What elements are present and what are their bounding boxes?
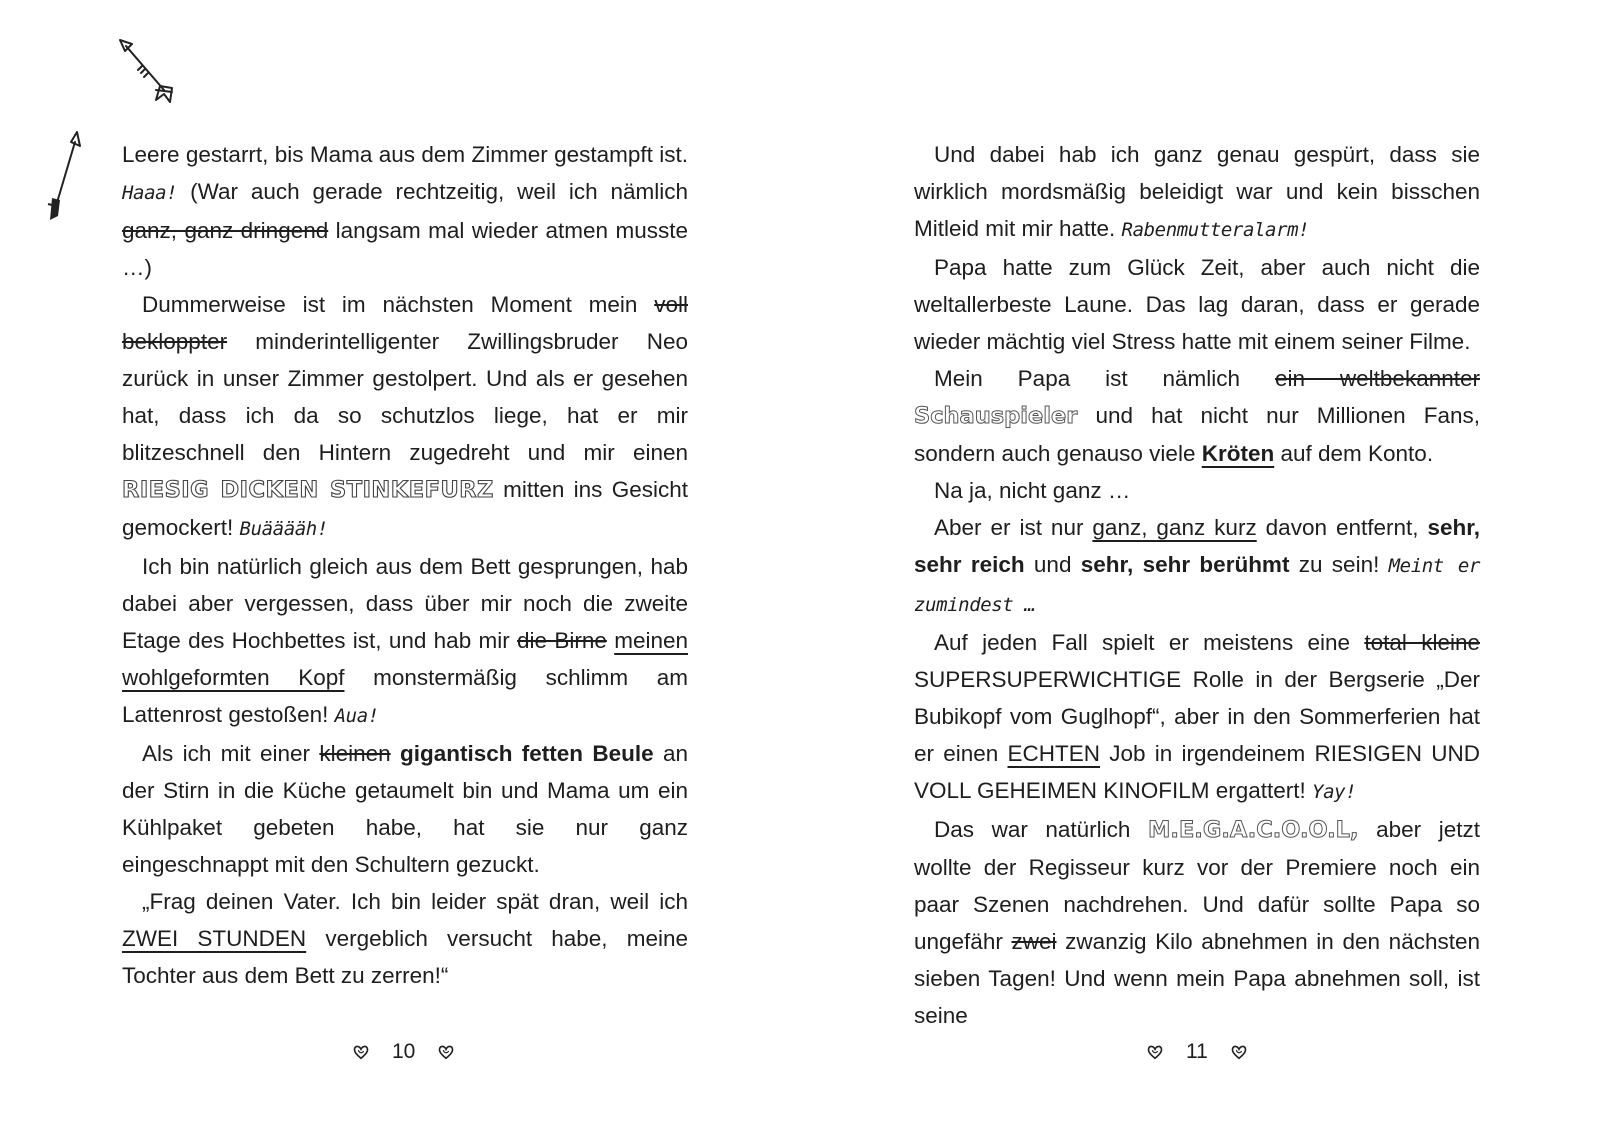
- text-run: Auf jeden Fall spielt er meistens eine: [934, 630, 1365, 655]
- text-run: mitten ins Gesicht gemockert!: [122, 477, 688, 540]
- right-page: [914, 136, 1480, 1034]
- bold-text: sehr, sehr reich: [914, 515, 1481, 577]
- page-number-right: 11: [1186, 1040, 1208, 1063]
- paragraph: [914, 811, 1480, 1034]
- page-footer-right: [1146, 1040, 1248, 1064]
- paragraph: [914, 360, 1480, 472]
- outlined-text: M.E.G.A.C.O.O.L,: [1148, 817, 1359, 843]
- text-run: zu sein!: [1289, 552, 1389, 577]
- struck-text: ein weltbekannter: [1274, 366, 1480, 391]
- struck-text: die Birne: [517, 628, 607, 653]
- paragraph: [914, 624, 1480, 811]
- text-run: davon entfernt,: [1256, 515, 1428, 540]
- text-run: vergeblich versucht habe, meine Tochter aus dem Bett zu zerren!“: [122, 926, 689, 988]
- struck-text: zwei: [1011, 929, 1057, 954]
- struck-text: voll bekloppter: [122, 292, 688, 354]
- text-run: (War auch gerade rechtzeitig, weil ich nämlich: [177, 179, 688, 204]
- text-run: „Frag deinen Vater. Ich bin leider spät dran, weil ich: [142, 889, 688, 914]
- outlined-text: RIESIG DICKEN STINKEFURZ: [122, 477, 494, 503]
- page-number-left: 10: [392, 1040, 416, 1063]
- handwritten-note: Yay!: [1312, 781, 1357, 803]
- text-run: minderintelligenter Zwillingsbruder Neo zurück in unser Zimmer gestolpert. Und als er gesehen hat, dass ich da so schutzlos liege, hat er mir blitzeschnell den Hintern zugedreht und mir einen: [122, 329, 688, 465]
- handwritten-note: Haaa!: [122, 182, 178, 204]
- left-page: [122, 136, 688, 994]
- struck-text: total kleine: [1364, 630, 1480, 655]
- text-run: Papa hatte zum Glück Zeit, aber auch nicht die weltallerbeste Laune. Das lag daran, dass er gerade wieder mächtig viel Stress hatte mit einem seiner Filme.: [914, 255, 1480, 354]
- text-run: Ich bin natürlich gleich aus dem Bett gesprungen, hab dabei aber vergessen, dass über mir noch die zweite Etage des Hochbettes ist, und hab mir: [122, 554, 688, 653]
- underlined-text: ganz, ganz kurz: [1092, 515, 1257, 540]
- text-run: an der Stirn in die Küche getaumelt bin und Mama um ein Kühlpaket gebeten habe, hat sie nur ganz eingeschnappt mit den Schultern gezuckt.: [122, 741, 688, 877]
- paragraph: [122, 136, 688, 286]
- text-run: SUPERSUPERWICHTIGE Rolle in der Bergserie „Der Bubikopf vom Guglhopf“, aber in den Sommerferien hat er einen: [914, 667, 1480, 766]
- text-run: und: [1024, 552, 1081, 577]
- page-footer-left: [352, 1040, 455, 1064]
- bold-underlined-text: Kröten: [1201, 441, 1275, 466]
- bold-text: gigantisch fetten Beule: [399, 741, 654, 766]
- struck-text: kleinen: [319, 741, 391, 766]
- heart-icon: [1146, 1043, 1164, 1061]
- arrow-top-icon: [112, 34, 178, 106]
- text-run: aber jetzt wollte der Regisseur kurz vor der Premiere noch ein paar Szenen nachdrehen. Und dafür sollte Papa so ungefähr: [914, 817, 1480, 954]
- text-run: langsam mal wieder atmen musste …): [122, 218, 688, 280]
- paragraph: [914, 472, 1480, 509]
- paragraph: [122, 883, 688, 994]
- paragraph: [914, 249, 1480, 360]
- handwritten-note: Meint er zumindest …: [914, 555, 1481, 616]
- text-run: Dummerweise ist im nächsten Moment mein: [142, 292, 655, 317]
- text-run: zwanzig Kilo abnehmen in den nächsten sieben Tagen! Und wenn mein Papa abnehmen soll, ist seine: [914, 929, 1481, 1028]
- struck-text: ganz, ganz dringend: [122, 218, 329, 243]
- underlined-text: meinen wohlgeformten Kopf: [122, 628, 688, 690]
- underlined-text: ECHTEN: [1007, 741, 1101, 766]
- text-run: Na ja, nicht ganz …: [934, 478, 1131, 503]
- handwritten-note: Aua!: [334, 705, 379, 727]
- text-run: Mein Papa ist nämlich: [934, 366, 1275, 391]
- text-run: Job in irgendeinem RIESIGEN UND VOLL GEHEIMEN KINOFILM ergattert!: [914, 741, 1480, 803]
- paragraph: [122, 548, 688, 735]
- bold-text: sehr, sehr berühmt: [1080, 552, 1290, 577]
- paragraph: [122, 286, 688, 548]
- text-run: [391, 741, 400, 766]
- text-run: Als ich mit einer: [142, 741, 320, 766]
- handwritten-note: Rabenmutteralarm!: [1121, 219, 1310, 241]
- paragraph: [914, 136, 1480, 249]
- text-run: Und dabei hab ich ganz genau gespürt, dass sie wirklich mordsmäßig beleidigt war und kein bisschen Mitleid mit mir hatte.: [914, 142, 1480, 241]
- heart-icon: [437, 1043, 455, 1061]
- paragraph: [914, 509, 1480, 624]
- arrow-side-icon: [44, 128, 88, 224]
- heart-icon: [1230, 1043, 1248, 1061]
- text-run: monstermäßig schlimm am Lattenrost gestoßen!: [122, 665, 688, 727]
- outlined-text: Schauspieler: [914, 403, 1078, 429]
- underlined-text: ZWEI STUNDEN: [122, 926, 307, 951]
- heart-icon: [352, 1043, 370, 1061]
- text-run: Aber er ist nur: [934, 515, 1093, 540]
- handwritten-note: Buääääh!: [239, 518, 328, 540]
- paragraph: [122, 735, 688, 883]
- text-run: und hat nicht nur Millionen Fans, sondern auch genauso viele: [914, 403, 1480, 466]
- text-run: Das war natürlich: [934, 817, 1148, 842]
- text-run: auf dem Konto.: [1274, 441, 1434, 466]
- text-run: Leere gestarrt, bis Mama aus dem Zimmer gestampft ist.: [122, 142, 688, 167]
